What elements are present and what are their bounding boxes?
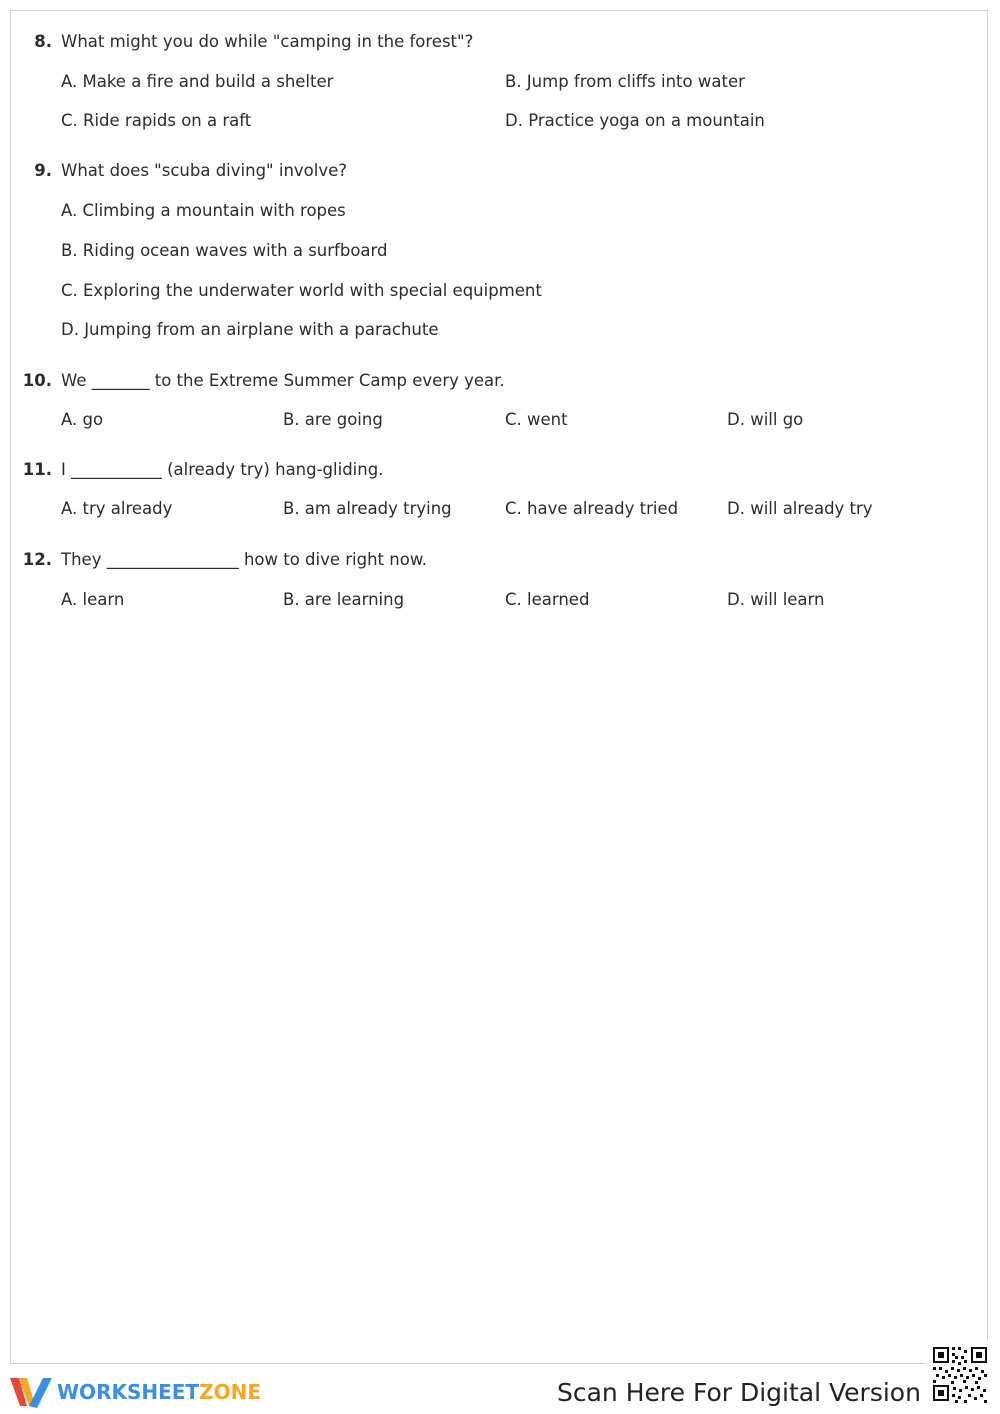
- brand-name-part1: WORKSHEET: [57, 1380, 200, 1404]
- option-d[interactable]: D. will go: [727, 410, 804, 429]
- option-a[interactable]: A. Climbing a mountain with ropes: [61, 201, 346, 220]
- question-number: 10.: [22, 371, 52, 390]
- question-text: We _______ to the Extreme Summer Camp every year.: [61, 371, 505, 390]
- option-a[interactable]: A. go: [61, 410, 104, 429]
- option-b[interactable]: B. am already trying: [283, 499, 452, 518]
- option-d[interactable]: D. Practice yoga on a mountain: [505, 111, 765, 130]
- brand-name-part2: ZONE: [199, 1380, 261, 1404]
- option-c[interactable]: C. have already tried: [505, 499, 679, 518]
- question-text: I ___________ (already try) hang-gliding.: [61, 460, 384, 479]
- worksheetzone-w-logo-icon: [10, 1376, 56, 1410]
- option-b[interactable]: B. are learning: [283, 590, 405, 609]
- question-text: What might you do while "camping in the forest"?: [61, 32, 474, 51]
- qr-code-icon[interactable]: [925, 1341, 995, 1411]
- question-number: 12.: [22, 550, 52, 569]
- option-b[interactable]: B. Riding ocean waves with a surfboard: [61, 241, 388, 260]
- brand-name: [57, 1380, 261, 1404]
- option-a[interactable]: A. try already: [61, 499, 173, 518]
- option-d[interactable]: D. will already try: [727, 499, 873, 518]
- question-number: 9.: [34, 161, 52, 180]
- question-text: What does "scuba diving" involve?: [61, 161, 348, 180]
- option-b[interactable]: B. Jump from cliffs into water: [505, 72, 745, 91]
- scan-instruction: Scan Here For Digital Version: [557, 1378, 921, 1407]
- option-b[interactable]: B. are going: [283, 410, 383, 429]
- option-c[interactable]: C. went: [505, 410, 568, 429]
- option-d[interactable]: D. Jumping from an airplane with a parachute: [61, 320, 439, 339]
- option-a[interactable]: A. Make a fire and build a shelter: [61, 72, 334, 91]
- option-a[interactable]: A. learn: [61, 590, 125, 609]
- option-c[interactable]: C. Exploring the underwater world with special equipment: [61, 281, 542, 300]
- option-c[interactable]: C. Ride rapids on a raft: [61, 111, 252, 130]
- question-number: 11.: [22, 460, 52, 479]
- option-c[interactable]: C. learned: [505, 590, 590, 609]
- question-number: 8.: [34, 32, 52, 51]
- option-d[interactable]: D. will learn: [727, 590, 825, 609]
- question-text: They ________________ how to dive right now.: [61, 550, 428, 569]
